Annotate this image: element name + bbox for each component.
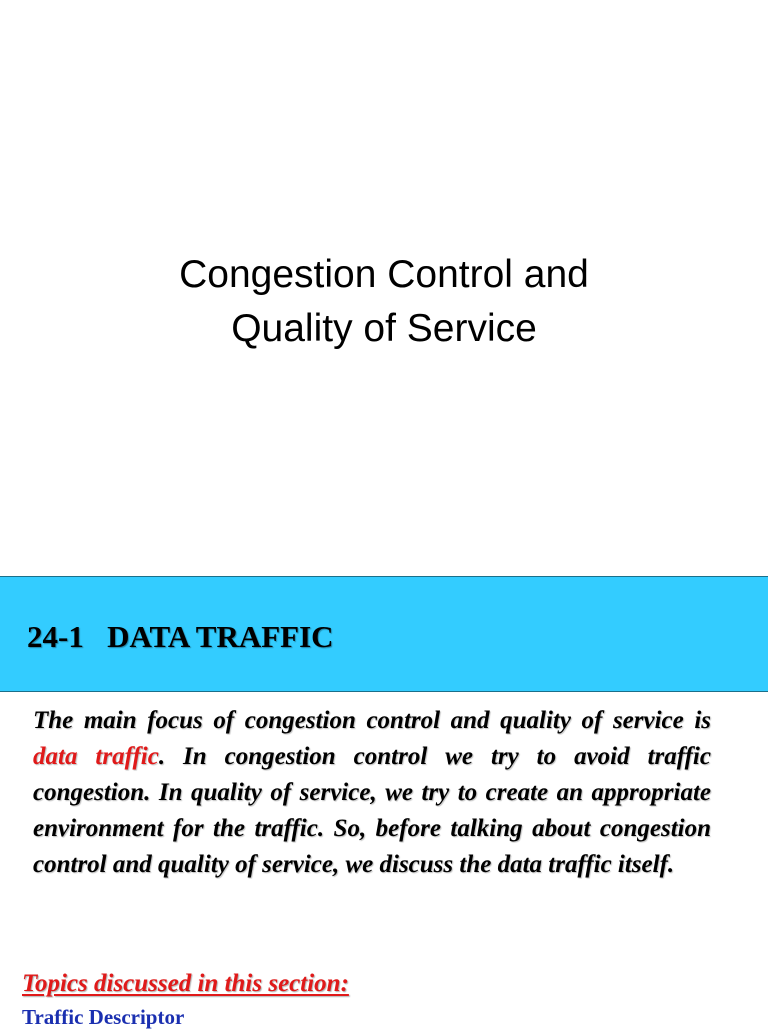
slide-title: [0, 248, 768, 356]
intro-paragraph: [33, 703, 711, 883]
slide-title-line-2: Quality of Service: [231, 307, 537, 350]
intro-highlight-data-traffic: data traffic: [33, 743, 159, 770]
section-banner: [0, 576, 768, 692]
topic-item-traffic-descriptor[interactable]: Traffic Descriptor: [22, 1005, 185, 1029]
topics-heading: Topics discussed in this section:: [22, 970, 349, 997]
intro-text-start: The main focus of congestion control and quality of service is: [33, 707, 711, 734]
section-heading: 24-1 DATA TRAFFIC: [27, 619, 334, 654]
intro-text-end: . In congestion control we try to avoid traffic congestion. In quality of service, we try to create an appropriate environment for the traffic. So, before talking about congestion control and quality of service, we discuss the data traffic itself.: [33, 743, 711, 878]
slide-title-line-1: Congestion Control and: [179, 253, 589, 296]
